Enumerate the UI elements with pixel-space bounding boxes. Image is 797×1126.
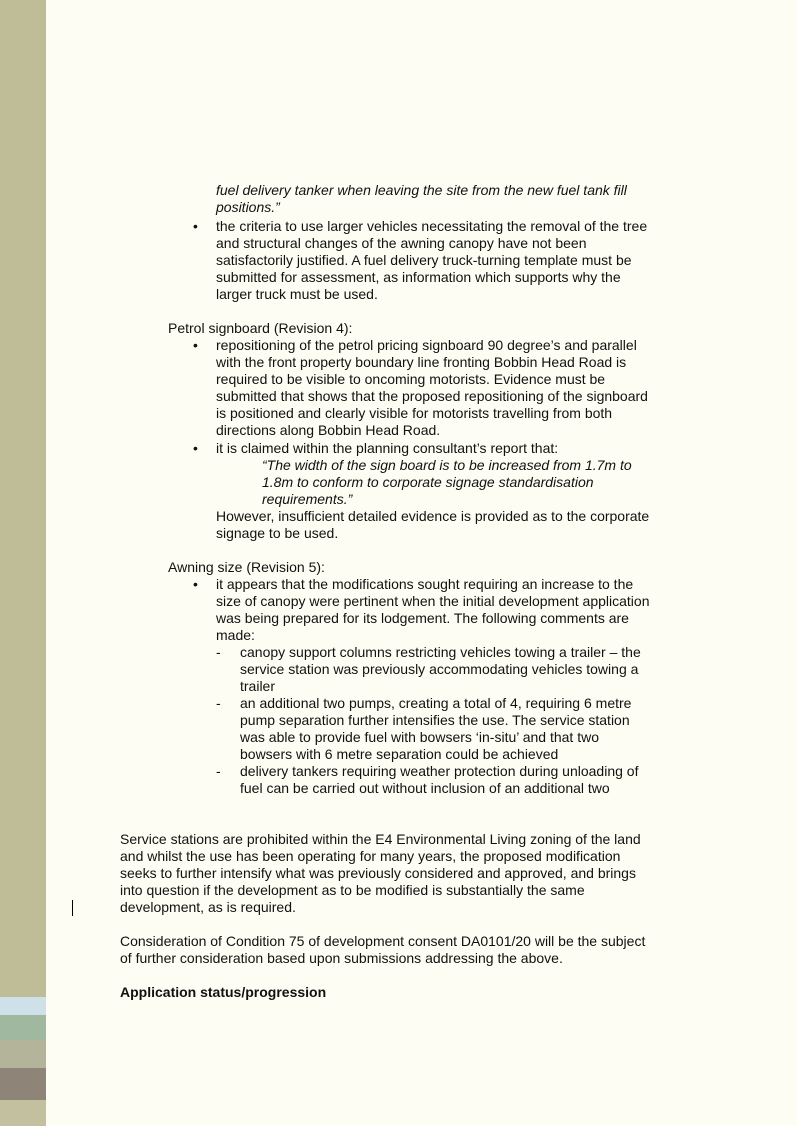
intro-line: fuel delivery tanker when leaving the site from the new fuel tank fill	[216, 182, 627, 198]
tree-bullet-line: submitted for assessment, as information which supports why the	[216, 269, 621, 285]
condition-line: Consideration of Condition 75 of development consent DA0101/20 will be the subject	[120, 933, 646, 949]
text-cursor	[72, 900, 73, 916]
however-line: signage to be used.	[216, 525, 339, 541]
side-band-segment	[0, 1068, 46, 1100]
awning-dash-line: delivery tankers requiring weather protection during unloading of	[240, 763, 639, 779]
awning-dash-line: was able to provide fuel with bowsers ‘in-situ’ and that two	[240, 729, 599, 745]
tree-bullet-line: and structural changes of the awning canopy have not been	[216, 235, 587, 251]
decorative-side-band	[0, 0, 46, 1126]
awning-bullet-line: was being prepared for its lodgement. The following comments are	[216, 610, 629, 626]
awning-dash-line: bowsers with 6 metre separation could be achieved	[240, 746, 559, 762]
side-band-segment	[0, 997, 46, 1015]
side-band-segment	[0, 1040, 46, 1068]
signboard-heading: Petrol signboard (Revision 4):	[168, 320, 353, 336]
however-line: However, insufficient detailed evidence is provided as to the corporate	[216, 508, 650, 524]
awning-dash-line: fuel can be carried out without inclusion of an additional two	[240, 780, 610, 796]
bullet-glyph: •	[193, 337, 198, 353]
signboard-bullet-line: is positioned and clearly visible for motorists travelling from both	[216, 405, 613, 421]
tree-bullet-line: the criteria to use larger vehicles necessitating the removal of the tree	[216, 218, 648, 234]
side-band-segment	[0, 1100, 46, 1126]
signboard-bullet-line: submitted that shows that the proposed repositioning of the signboard	[216, 388, 648, 404]
signboard-bullet-line: it is claimed within the planning consultant’s report that:	[216, 440, 559, 456]
awning-dash-line: service station was previously accommodating vehicles towing a	[240, 661, 639, 677]
bullet-glyph: •	[193, 440, 198, 456]
application-status-heading: Application status/progression	[120, 984, 327, 1000]
dash-glyph: -	[216, 763, 221, 779]
service-station-line: development, as is required.	[120, 899, 296, 915]
service-station-line: Service stations are prohibited within the E4 Environmental Living zoning of the land	[120, 831, 641, 847]
tree-bullet-line: satisfactorily justified. A fuel delivery truck-turning template must be	[216, 252, 632, 268]
signboard-bullet-line: repositioning of the petrol pricing signboard 90 degree’s and parallel	[216, 337, 637, 353]
awning-bullet-line: it appears that the modifications sought requiring an increase to the	[216, 576, 634, 592]
quote-line: 1.8m to conform to corporate signage standardisation	[262, 474, 594, 490]
tree-bullet-line: larger truck must be used.	[216, 286, 378, 302]
quote-line: “The width of the sign board is to be increased from 1.7m to	[262, 457, 632, 473]
awning-dash-line: an additional two pumps, creating a total of 4, requiring 6 metre	[240, 695, 632, 711]
bullet-glyph: •	[193, 218, 198, 234]
signboard-bullet-line: directions along Bobbin Head Road.	[216, 422, 441, 438]
service-station-line: into question if the development as to be modified is substantially the same	[120, 882, 585, 898]
dash-glyph: -	[216, 644, 221, 660]
signboard-bullet-line: required to be visible to oncoming motorists. Evidence must be	[216, 371, 606, 387]
condition-line: of further consideration based upon submissions addressing the above.	[120, 950, 563, 966]
awning-bullet-line: made:	[216, 627, 255, 643]
dash-glyph: -	[216, 695, 221, 711]
awning-dash-line: trailer	[240, 678, 276, 694]
awning-dash-line: pump separation further intensifies the use. The service station	[240, 712, 630, 728]
quote-line: requirements.”	[262, 491, 353, 507]
bullet-glyph: •	[193, 576, 198, 592]
awning-heading: Awning size (Revision 5):	[168, 559, 325, 575]
intro-line: positions.”	[216, 199, 280, 215]
service-station-line: and whilst the use has been operating for many years, the proposed modification	[120, 848, 621, 864]
signboard-bullet-line: with the front property boundary line fronting Bobbin Head Road is	[216, 354, 627, 370]
awning-bullet-line: size of canopy were pertinent when the initial development application	[216, 593, 650, 609]
awning-dash-line: canopy support columns restricting vehicles towing a trailer – the	[240, 644, 641, 660]
side-band-segment	[0, 1015, 46, 1040]
service-station-line: seeks to further intensify what was previously considered and approved, and brings	[120, 865, 636, 881]
